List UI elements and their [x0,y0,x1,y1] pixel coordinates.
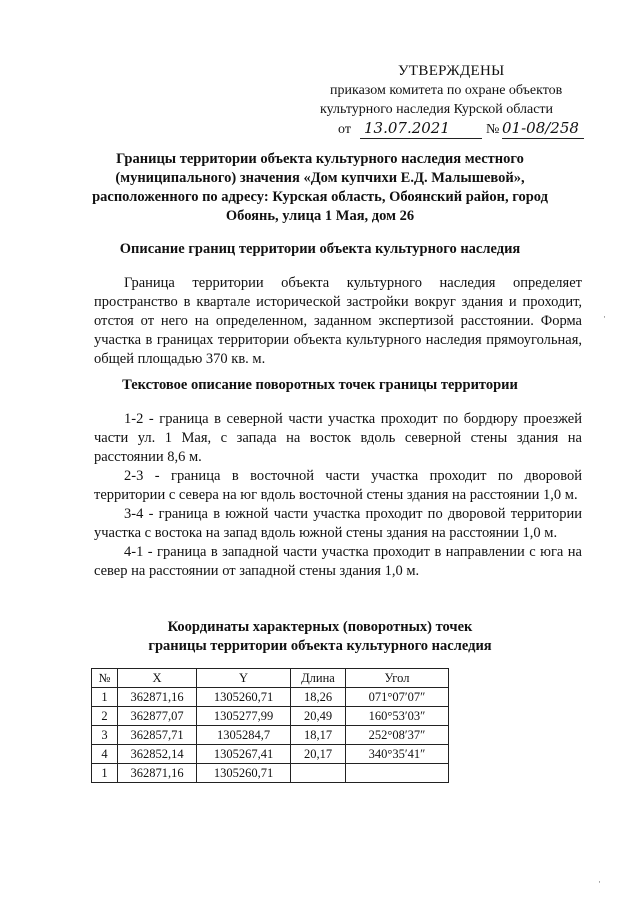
cell-length: 18,17 [291,726,346,745]
cell-length: 20,17 [291,745,346,764]
point-description-1: 1-2 - граница в северной части участка проходит по бордюру проезжей части ул. 1 Мая, с запада на восток вдоль северной стены здания на расстоянии 8,6 м. [94,411,582,465]
section1-heading: Описание границ территории объекта культурного наследия [119,241,521,257]
number-prefix: № [486,122,500,137]
cell-y: 1305260,71 [197,688,291,707]
coordinates-table [91,668,449,783]
table-header-row [92,669,449,688]
section1-paragraph: Граница территории объекта культурного наследия определяет пространство в квартале исторической застройки вокруг здания и проходит, отстоя от него на определенном, заданном экспертизой расстоянии. Форма участка в границах территории объекта культурного наследия прямоугольная, общей площадью 370 кв. м. [94,275,582,367]
header-number: № [92,669,118,688]
section2-heading: Текстовое описание поворотных точек границы территории [122,377,518,393]
cell-y: 1305284,7 [197,726,291,745]
section3-heading-2: границы территории объекта культурного наследия [148,638,492,654]
table-row [92,745,449,764]
scan-speck: · [603,312,606,322]
cell-x: 362871,16 [118,688,197,707]
cell-angle [346,764,449,783]
cell-angle: 071°07′07″ [346,688,449,707]
cell-number: 4 [92,745,118,764]
section3-heading-1: Координаты характерных (поворотных) точек [167,619,473,635]
cell-x: 362852,14 [118,745,197,764]
section1-text [94,274,582,369]
cell-number: 1 [92,688,118,707]
cell-y: 1305260,71 [197,764,291,783]
point-description-3: 3-4 - граница в южной части участка проходит по дворовой территории участка с востока на запад вдоль южной стены здания на расстоянии 1,0 м. [94,506,582,541]
cell-length: 20,49 [291,707,346,726]
cell-x: 362871,16 [118,764,197,783]
date-prefix: от [338,122,351,137]
header-length: Длина [291,669,346,688]
document-title: Границы территории объекта культурного наследия местного (муниципального) значения «Дом купчихи Е.Д. Малышевой», расположенного по адресу: Курская область, Обоянский район, город Обоянь, улица 1 Мая, дом 26 [92,151,548,224]
approval-heading: УТВЕРЖДЕНЫ [398,63,505,79]
header-x: X [118,669,197,688]
approval-date-line [320,119,605,139]
cell-y: 1305267,41 [197,745,291,764]
cell-x: 362877,07 [118,707,197,726]
header-angle: Угол [346,669,449,688]
cell-number: 3 [92,726,118,745]
date-value: 13.07.2021 [360,119,482,139]
cell-angle: 340°35′41″ [346,745,449,764]
cell-length [291,764,346,783]
header-y: Y [197,669,291,688]
approval-line-2: культурного наследия Курской области [320,102,554,117]
scan-speck: · [598,877,601,887]
cell-y: 1305277,99 [197,707,291,726]
point-description-4: 4-1 - граница в западной части участка проходит в направлении с юга на север на расстоянии от западной стены здания 1,0 м. [94,544,582,579]
cell-angle: 160°53′03″ [346,707,449,726]
table-row [92,726,449,745]
table-row [92,688,449,707]
table-row [92,707,449,726]
approval-line-1: приказом комитета по охране объектов [330,83,563,98]
cell-number: 1 [92,764,118,783]
cell-length: 18,26 [291,688,346,707]
table-row [92,764,449,783]
approval-block [320,62,605,139]
section2-text [94,410,582,581]
cell-x: 362857,71 [118,726,197,745]
cell-angle: 252°08′37″ [346,726,449,745]
number-value: 01-08/258 [502,119,584,139]
cell-number: 2 [92,707,118,726]
point-description-2: 2-3 - граница в восточной части участка проходит по дворовой территории с севера на юг вдоль восточной стены здания на расстоянии 1,0 м. [94,468,582,503]
